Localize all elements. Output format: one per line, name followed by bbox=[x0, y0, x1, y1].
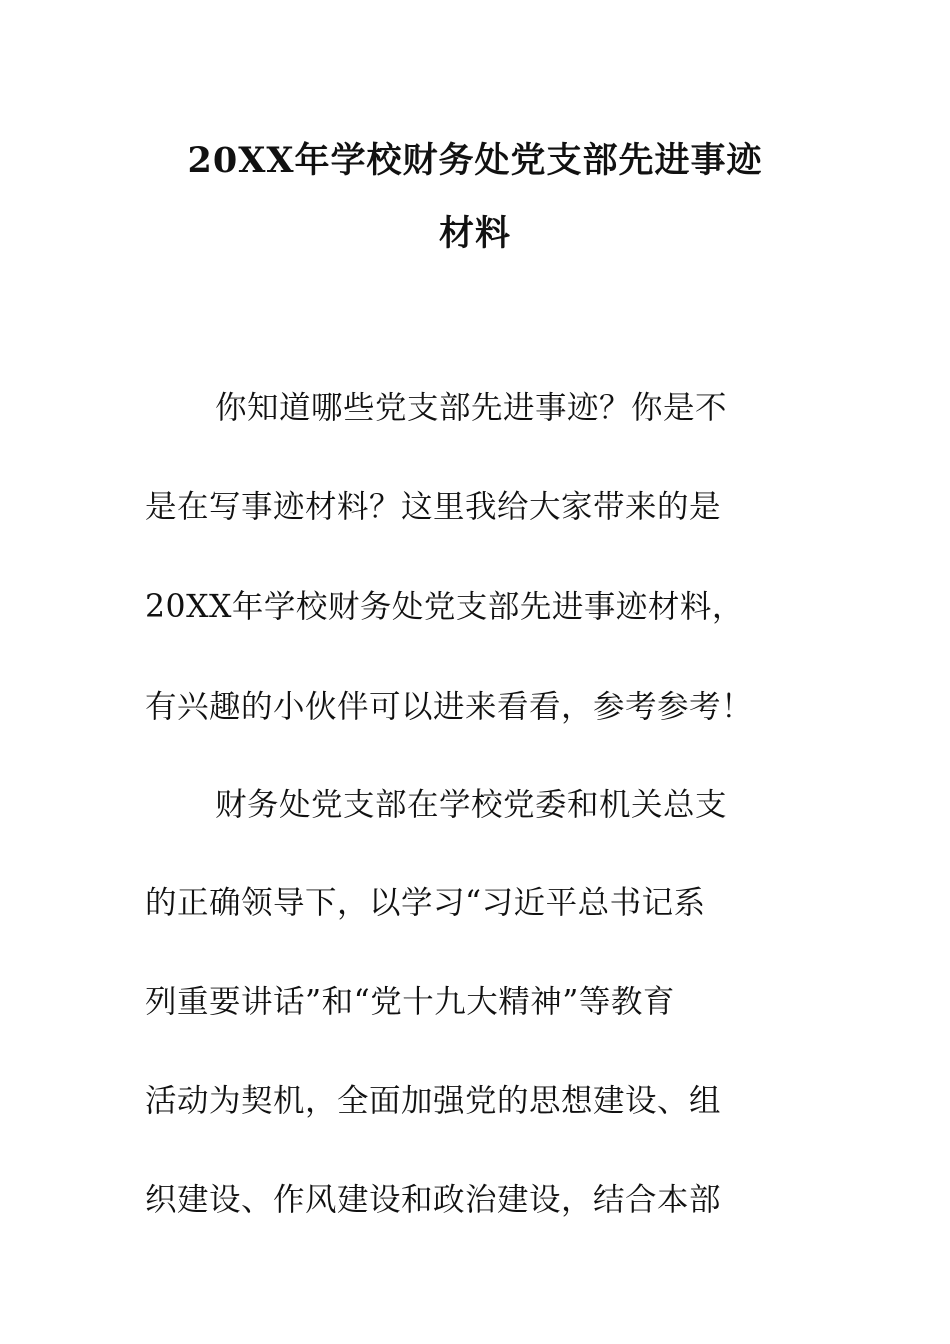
paragraph-2-line-5: 织建设、作风建设和政治建设，结合本部 bbox=[145, 1182, 722, 1218]
paragraph-2-line-4: 活动为契机，全面加强党的思想建设、组 bbox=[145, 1083, 722, 1119]
paragraph-1-line-1: 你知道哪些党支部先进事迹？你是不 bbox=[215, 390, 728, 426]
paragraph-2-line-2: 的正确领导下，以学习“习近平总书记系 bbox=[145, 885, 706, 921]
document-title-line-2: 材料 bbox=[438, 213, 511, 254]
paragraph-1-line-4: 有兴趣的小伙伴可以进来看看，参考参考！ bbox=[145, 689, 754, 725]
document-title-line-1: 20XX年学校财务处党支部先进事迹 bbox=[187, 140, 763, 181]
paragraph-1-line-2: 是在写事迹材料？这里我给大家带来的是 bbox=[145, 489, 722, 525]
paragraph-1-line-3: 20XX年学校财务处党支部先进事迹材料， bbox=[145, 589, 744, 625]
paragraph-2-line-3: 列重要讲话”和“党十九大精神”等教育 bbox=[145, 984, 675, 1020]
paragraph-2-line-1: 财务处党支部在学校党委和机关总支 bbox=[215, 787, 728, 823]
